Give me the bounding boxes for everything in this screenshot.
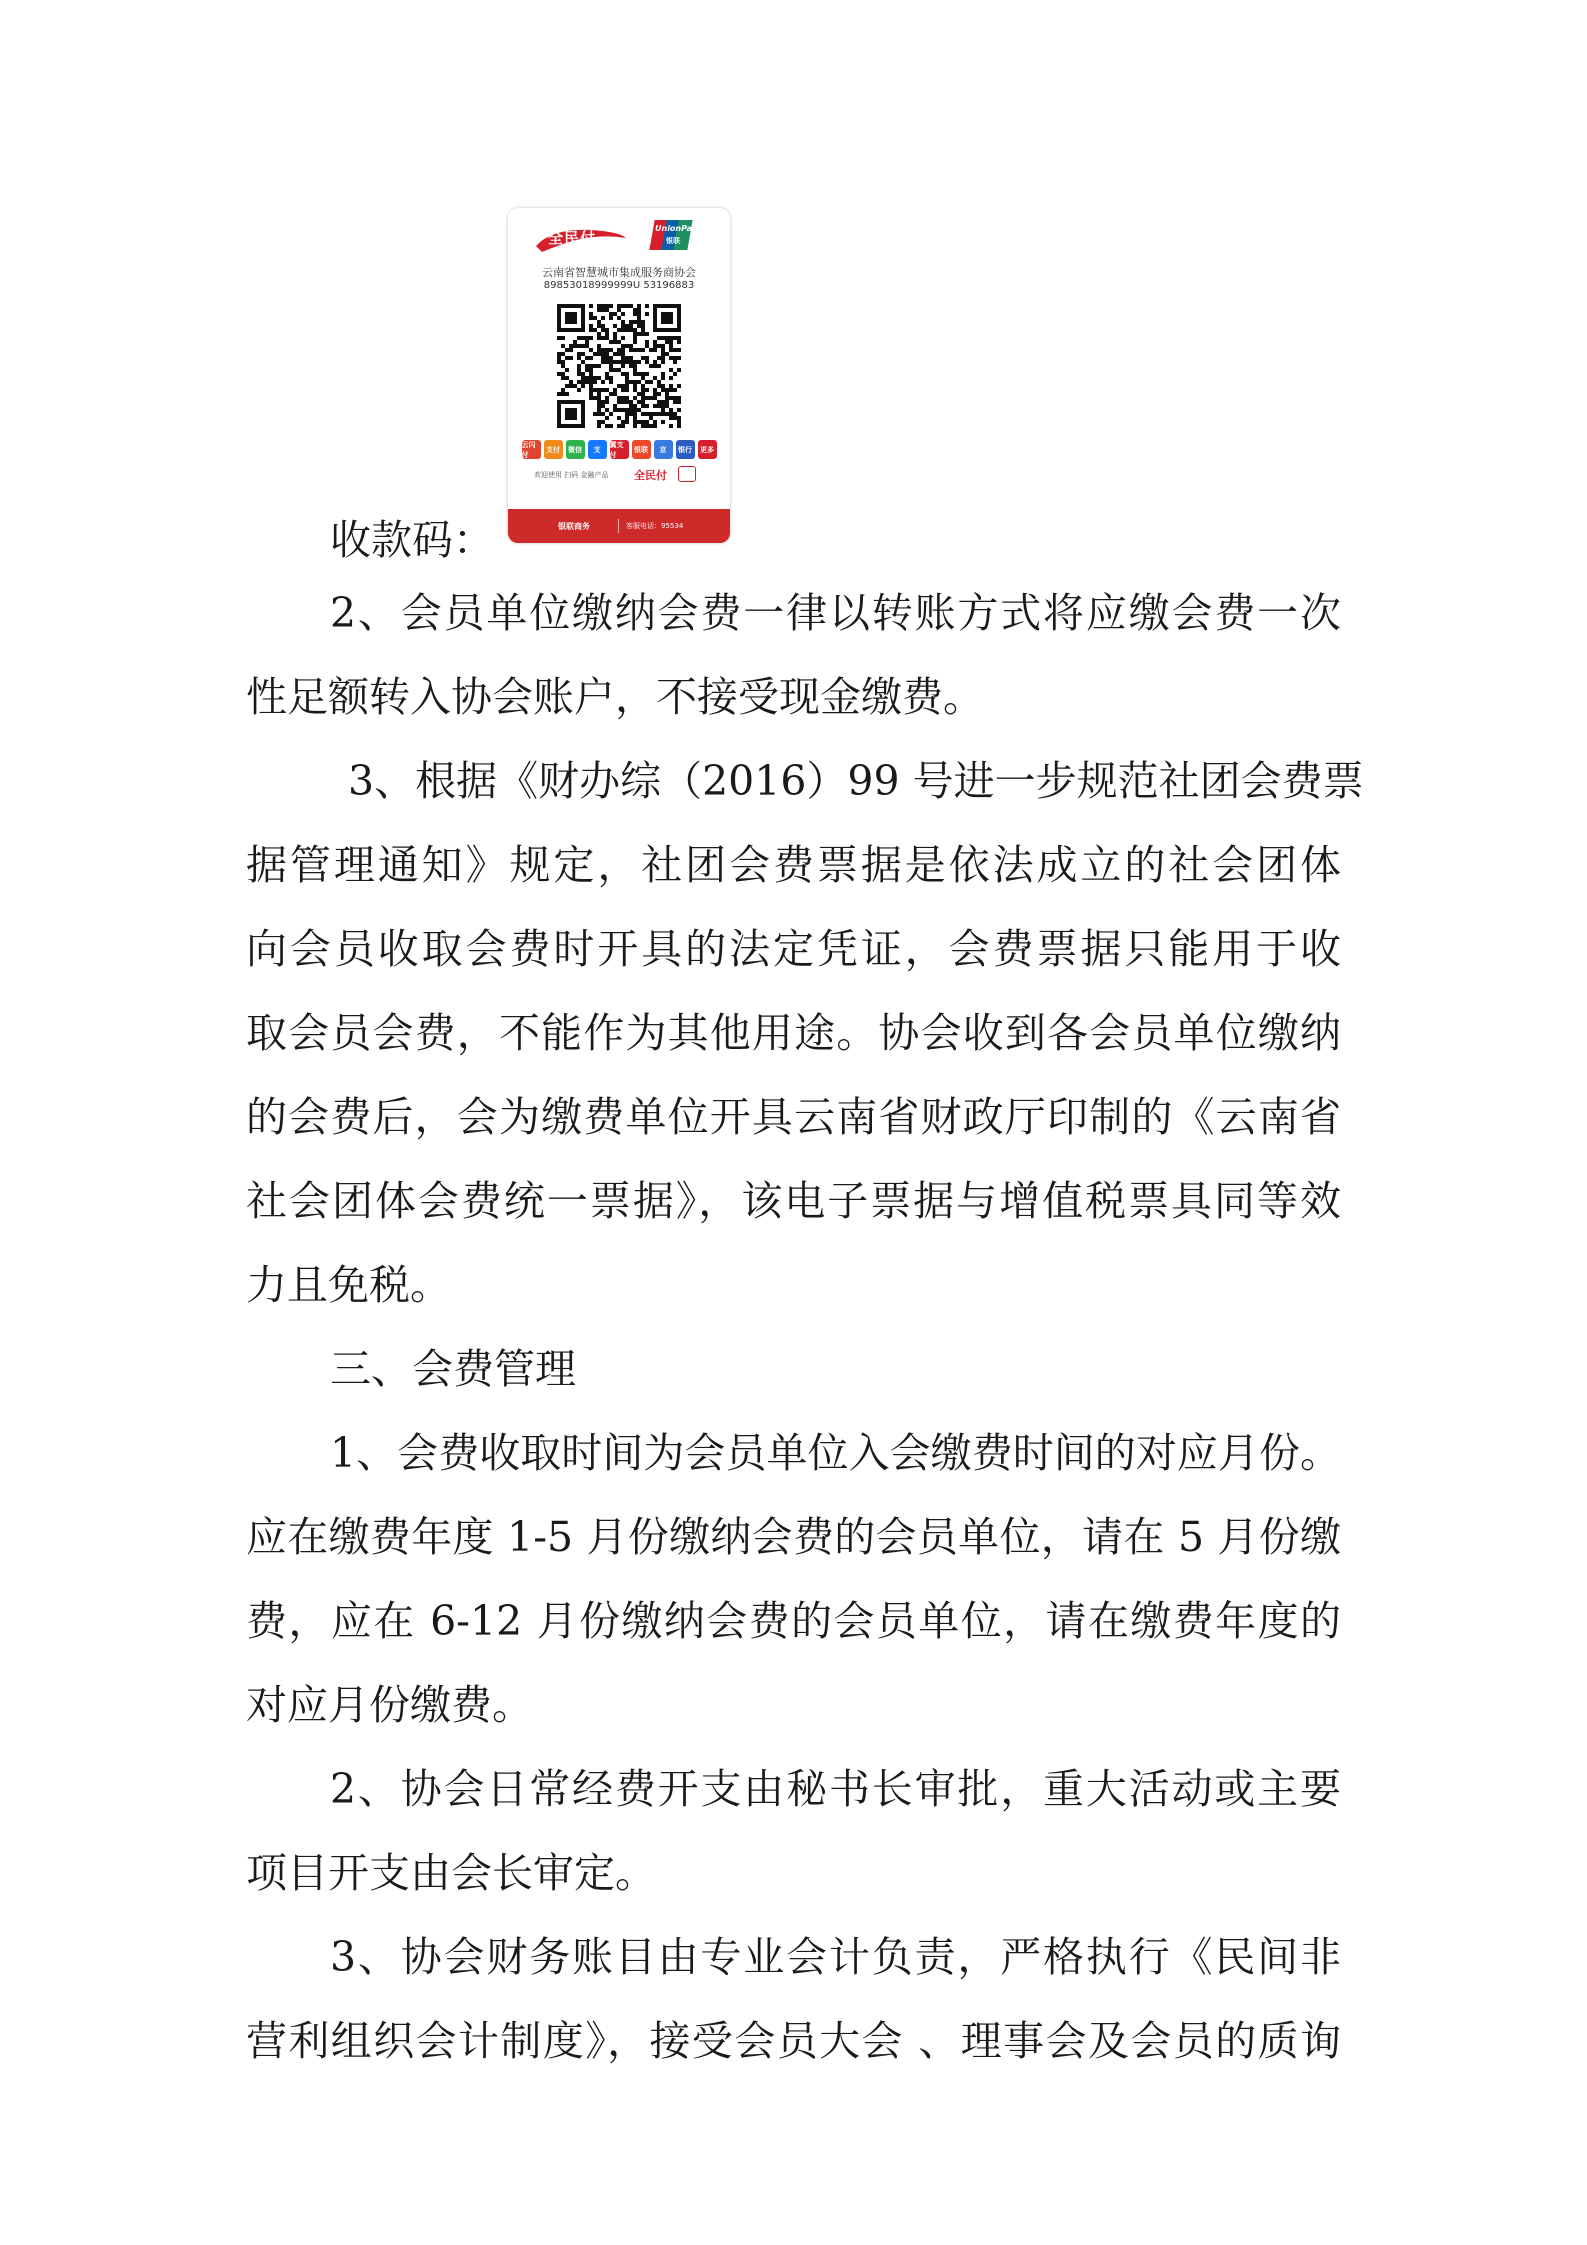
card-slogan-brand: 全民付	[634, 469, 667, 482]
paragraph-line: 营利组织会计制度》，接受会员大会 、理事会及会员的质询	[246, 2017, 1341, 2065]
paragraph-line: 2、协会日常经费开支由秘书长审批，重大活动或主要	[330, 1765, 1341, 1813]
paragraph-line: 项目开支由会长审定。	[246, 1849, 656, 1897]
paragraph-line: 对应月份缴费。	[246, 1681, 533, 1729]
payment-app-icon: 银联	[632, 440, 651, 459]
paragraph-line: 性足额转入协会账户，不接受现金缴费。	[246, 673, 984, 721]
payment-app-icon: 京	[654, 440, 673, 459]
unionpay-logo	[652, 220, 697, 250]
mini-logo-icon	[678, 466, 696, 482]
paragraph-line: 向会员收取会费时开具的法定凭证，会费票据只能用于收	[246, 925, 1341, 973]
paragraph-line: 费，应在 6-12 月份缴纳会费的会员单位，请在缴费年度的	[246, 1597, 1341, 1645]
footer-hotline: 客服电话：95534	[626, 522, 684, 530]
quanminfu-brand-text: 全民付	[548, 229, 597, 247]
payment-app-icon: 翼支付	[610, 440, 629, 459]
paragraph-line: 的会费后，会为缴费单位开具云南省财政厅印制的《云南省	[246, 1093, 1341, 1141]
payment-qr-card	[508, 208, 730, 543]
payment-app-icon: 支付	[544, 440, 563, 459]
paragraph-line: 据管理通知》规定，社团会费票据是依法成立的社会团体	[246, 841, 1341, 889]
payment-app-icons	[516, 440, 722, 460]
paragraph-line: 应在缴费年度 1-5 月份缴纳会费的会员单位，请在 5 月份缴	[246, 1513, 1341, 1561]
unionpay-text: UnionPay	[655, 224, 697, 233]
payment-app-icon: 支	[588, 440, 607, 459]
paragraph-line: 力且免税。	[246, 1261, 451, 1309]
paragraph-line: 1、会费收取时间为会员单位入会缴费时间的对应月份。	[330, 1429, 1341, 1477]
paragraph-line: 取会员会费，不能作为其他用途。协会收到各会员单位缴纳	[246, 1009, 1341, 1057]
unionpay-cn-text: 银联	[666, 237, 680, 245]
paragraph-line: 2、会员单位缴纳会费一律以转账方式将应缴会费一次	[330, 589, 1341, 637]
section-heading: 三、会费管理	[330, 1345, 576, 1393]
payment-code-label: 收款码：	[330, 516, 494, 564]
merchant-name: 云南省智慧城市集成服务商协会	[542, 266, 696, 279]
chinaums-logo: 银联商务	[558, 522, 590, 531]
qr-code-image	[557, 304, 681, 428]
merchant-id: 89853018999999U 53196883	[543, 280, 695, 291]
payment-app-icon: 云闪付	[522, 440, 541, 459]
payment-app-icon: 更多	[698, 440, 717, 459]
payment-app-icon: 微信	[566, 440, 585, 459]
card-slogan: 欢迎使用 扫码 金融产品	[534, 471, 609, 479]
payment-app-icon: 银行	[676, 440, 695, 459]
paragraph-line: 3、协会财务账目由专业会计负责，严格执行《民间非	[330, 1933, 1341, 1981]
paragraph-line: 社会团体会费统一票据》，该电子票据与增值税票具同等效	[246, 1177, 1341, 1225]
quanminfu-logo	[532, 222, 628, 256]
paragraph-line: 3、根据《财办综（2016）99 号进一步规范社团会费票	[348, 757, 1364, 805]
